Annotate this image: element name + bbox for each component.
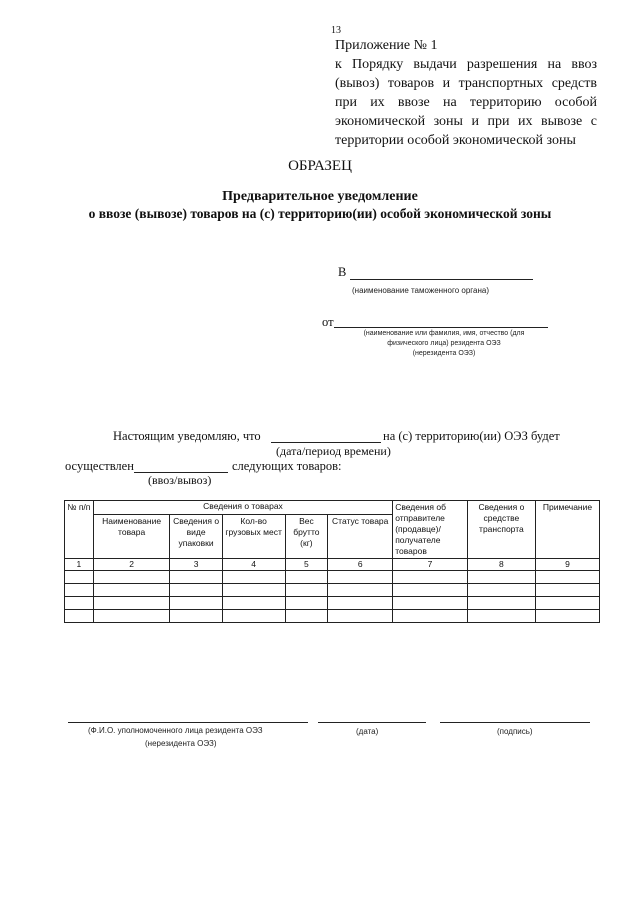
- table-row: [65, 571, 600, 584]
- col-num: 2: [93, 559, 170, 571]
- table-cell[interactable]: [285, 610, 328, 623]
- notice-start: Настоящим уведомляю, что: [113, 429, 261, 443]
- signature-caption: (подпись): [497, 727, 533, 736]
- table-numbers-row: [65, 559, 600, 571]
- appendix-title: Приложение № 1: [335, 38, 438, 53]
- from-caption-line: физического лица) резидента ОЭЗ: [387, 340, 501, 347]
- table-cell[interactable]: [536, 584, 600, 597]
- col-num: 3: [170, 559, 222, 571]
- done-prefix: осуществлен: [65, 459, 134, 473]
- table-cell[interactable]: [393, 571, 468, 584]
- table-cell[interactable]: [328, 610, 393, 623]
- table-cell[interactable]: [65, 610, 94, 623]
- col-num: 6: [328, 559, 393, 571]
- table-cell[interactable]: [65, 571, 94, 584]
- table-cell[interactable]: [285, 584, 328, 597]
- from-caption-line: (наименование или фамилия, имя, отчество (для: [363, 330, 525, 337]
- col-packaging-header: Сведения о виде упаковки: [170, 514, 222, 558]
- from-field-line: [334, 314, 548, 328]
- table-row: [65, 584, 600, 597]
- date-caption: (дата/период времени): [276, 444, 391, 458]
- table-cell[interactable]: [467, 571, 535, 584]
- table-cell[interactable]: [536, 571, 600, 584]
- from-caption: [334, 329, 554, 359]
- col-name-header: Наименование товара: [93, 514, 170, 558]
- page-number: 13: [331, 25, 341, 36]
- table-cell[interactable]: [285, 571, 328, 584]
- table-cell[interactable]: [328, 584, 393, 597]
- table-cell[interactable]: [393, 610, 468, 623]
- col-num: 9: [536, 559, 600, 571]
- table-cell[interactable]: [170, 597, 222, 610]
- table-cell[interactable]: [93, 597, 170, 610]
- table-cell[interactable]: [393, 584, 468, 597]
- table-cell[interactable]: [536, 597, 600, 610]
- table-cell[interactable]: [93, 584, 170, 597]
- done-suffix: следующих товаров:: [232, 459, 342, 473]
- sample-label: ОБРАЗЕЦ: [288, 158, 352, 174]
- col-transport-header: Сведения о средстве транспорта: [467, 501, 535, 559]
- person-signature-line: [68, 712, 308, 723]
- appendix-line: к Порядку выдачи разрешения на ввоз: [335, 57, 597, 72]
- table-cell[interactable]: [222, 610, 285, 623]
- table-cell[interactable]: [222, 584, 285, 597]
- col-sender-header: Сведения об отправителе (продавце)/ получателе товаров: [393, 501, 468, 559]
- goods-group-header: Сведения о товарах: [93, 501, 392, 515]
- goods-table: [64, 500, 600, 623]
- col-note-header: Примечание: [536, 501, 600, 559]
- appendix-line: территории особой экономической зоны: [335, 133, 576, 148]
- signature-line: [440, 712, 590, 723]
- document-subtitle: о ввозе (вывозе) товаров на (с) территорию(ии) особой экономической зоны: [88, 206, 552, 221]
- appendix-block: [335, 36, 597, 150]
- table-cell[interactable]: [65, 584, 94, 597]
- col-places-header: Кол-во грузовых мест: [222, 514, 285, 558]
- table-cell[interactable]: [328, 571, 393, 584]
- col-number-header: № п/п: [65, 501, 94, 559]
- appendix-line: (вывоз) товаров и транспортных средств: [335, 76, 597, 91]
- table-cell[interactable]: [467, 584, 535, 597]
- person-caption-line2: (нерезидента ОЭЗ): [145, 739, 217, 748]
- table-cell[interactable]: [170, 584, 222, 597]
- notice-middle: на (с) территорию(ии) ОЭЗ будет: [383, 429, 560, 443]
- appendix-line: при их ввозе на территорию особой: [335, 95, 597, 110]
- to-field-line: [350, 266, 533, 280]
- table-cell[interactable]: [393, 597, 468, 610]
- direction-field-line: [134, 459, 228, 473]
- col-num: 8: [467, 559, 535, 571]
- from-prefix: от: [322, 315, 334, 329]
- table-cell[interactable]: [93, 610, 170, 623]
- document-title: Предварительное уведомление: [222, 189, 418, 204]
- col-num: 4: [222, 559, 285, 571]
- date-signature-caption: (дата): [356, 727, 379, 736]
- col-num: 7: [393, 559, 468, 571]
- date-field-line: [271, 429, 381, 443]
- table-cell[interactable]: [170, 571, 222, 584]
- table-cell[interactable]: [93, 571, 170, 584]
- table-row: [65, 597, 600, 610]
- direction-caption: (ввоз/вывоз): [148, 473, 212, 487]
- from-caption-line: (нерезидента ОЭЗ): [412, 350, 476, 357]
- table-row: [65, 610, 600, 623]
- table-cell[interactable]: [65, 597, 94, 610]
- table-cell[interactable]: [170, 610, 222, 623]
- table-cell[interactable]: [222, 597, 285, 610]
- table-cell[interactable]: [222, 571, 285, 584]
- col-status-header: Статус товара: [328, 514, 393, 558]
- person-caption-line1: (Ф.И.О. уполномоченного лица резидента ОЭЗ: [88, 726, 263, 735]
- date-signature-line: [318, 712, 426, 723]
- table-header-row: [65, 501, 600, 515]
- table-cell[interactable]: [467, 610, 535, 623]
- col-weight-header: Вес брутто (кг): [285, 514, 328, 558]
- table-cell[interactable]: [536, 610, 600, 623]
- col-num: 5: [285, 559, 328, 571]
- to-caption: (наименование таможенного органа): [352, 286, 489, 295]
- to-prefix: В: [338, 265, 347, 279]
- col-num: 1: [65, 559, 94, 571]
- table-cell[interactable]: [328, 597, 393, 610]
- appendix-line: экономической зоны и при их вывозе с: [335, 114, 597, 129]
- table-cell[interactable]: [467, 597, 535, 610]
- table-cell[interactable]: [285, 597, 328, 610]
